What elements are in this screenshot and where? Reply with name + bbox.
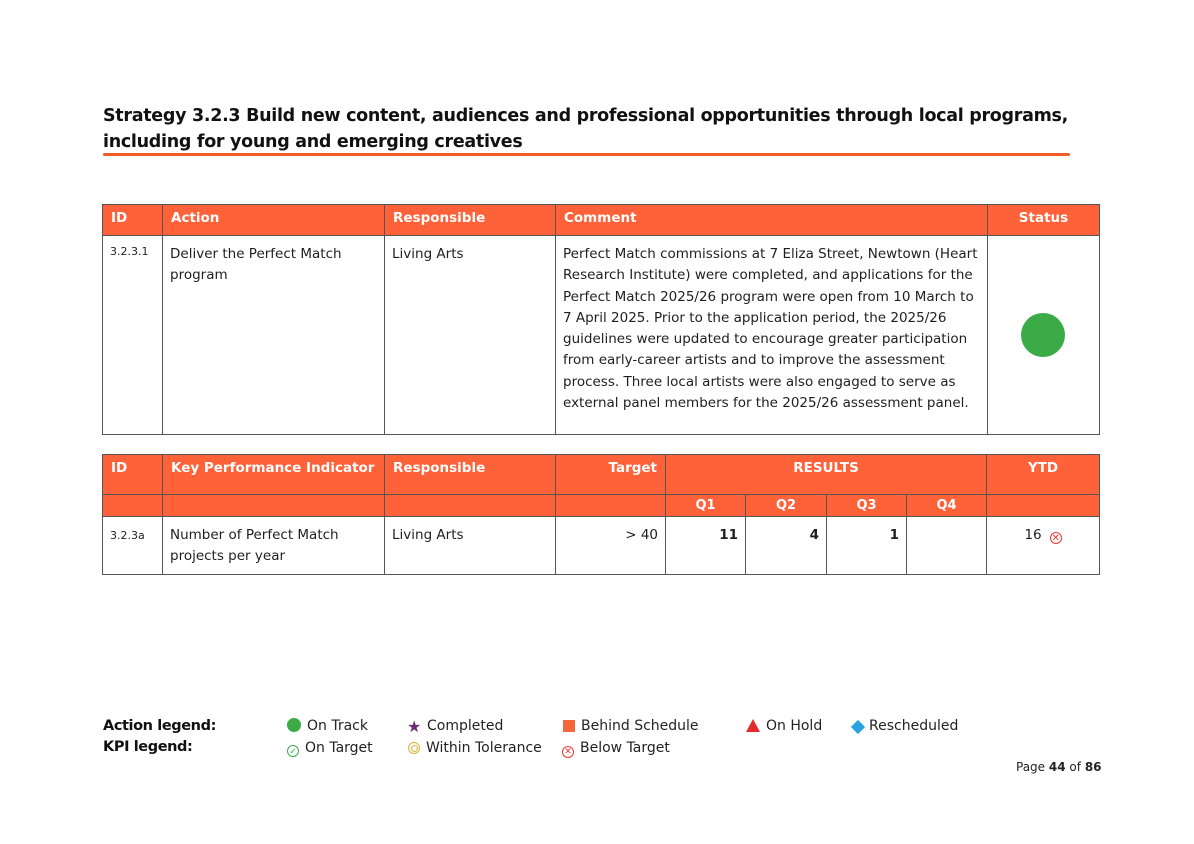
on-track-icon	[1021, 313, 1065, 357]
action-id: 3.2.3.1	[103, 236, 163, 435]
legend-behind-schedule	[563, 718, 699, 734]
legend-rescheduled-label: Rescheduled	[869, 718, 959, 734]
kpi-header-q2: Q2	[746, 495, 827, 517]
kpi-header-ytd: YTD	[987, 455, 1100, 495]
kpi-header-id: ID	[103, 455, 163, 495]
header-status: Status	[988, 205, 1100, 236]
legend-on-hold-label: On Hold	[766, 718, 823, 734]
kpi-q2-value: 4	[746, 517, 827, 575]
legend-on-hold	[746, 718, 822, 734]
legend-completed	[407, 718, 503, 734]
kpi-table	[102, 454, 1100, 575]
target-circle-icon	[408, 742, 420, 754]
kpi-subheader-blank	[385, 495, 556, 517]
kpi-header-q1: Q1	[666, 495, 746, 517]
kpi-name: Number of Perfect Match projects per year	[163, 517, 385, 575]
kpi-q3-value: 1	[827, 517, 907, 575]
title-underline	[103, 153, 1070, 156]
kpi-q4-value	[907, 517, 987, 575]
triangle-icon	[746, 719, 760, 732]
kpi-header-results: RESULTS	[666, 455, 987, 495]
legend-below-target	[562, 740, 670, 758]
action-comment: Perfect Match commissions at 7 Eliza Street, Newtown (Heart Research Institute) were completed, and applications for the Perfect Match 2025/26 program were open from 10 March to 7 April 2025. Prior to the application period, the 2025/26 guidelines were updated to encourage greater participation from early-career artists and to improve the assessment process. Three local artists were also engaged to serve as external panel members for the 2025/26 assessment panel.	[556, 236, 988, 435]
page-total: 86	[1084, 760, 1102, 774]
kpi-ytd-cell	[987, 517, 1100, 575]
legend-rescheduled	[851, 718, 958, 734]
check-circle-icon: ✓	[287, 745, 299, 757]
actions-table	[102, 204, 1100, 435]
header-action: Action	[163, 205, 385, 236]
kpi-target: > 40	[556, 517, 666, 575]
legend-below-target-label: Below Target	[580, 740, 670, 756]
action-status-cell	[988, 236, 1100, 435]
kpi-id: 3.2.3a	[103, 517, 163, 575]
table-row	[103, 517, 1100, 575]
below-target-icon: ✕	[1051, 533, 1060, 544]
strategy-title: Strategy 3.2.3 Build new content, audiences and professional opportunities through local programs, including for young and emerging creatives	[103, 106, 1068, 152]
diamond-icon	[851, 720, 865, 734]
actions-header-row	[103, 205, 1100, 236]
header-comment: Comment	[556, 205, 988, 236]
action-legend-label: Action legend:	[103, 718, 216, 734]
on-track-icon	[287, 718, 301, 732]
legend-on-track-label: On Track	[307, 718, 368, 734]
page-current: 44	[1048, 760, 1066, 774]
square-icon	[563, 720, 575, 732]
action-name: Deliver the Perfect Match program	[163, 236, 385, 435]
legend-on-track	[287, 718, 368, 734]
header-id: ID	[103, 205, 163, 236]
legend-within-tolerance	[408, 740, 542, 756]
legend-behind-schedule-label: Behind Schedule	[581, 718, 699, 734]
kpi-header-row	[103, 455, 1100, 495]
kpi-subheader-blank	[103, 495, 163, 517]
table-row	[103, 236, 1100, 435]
kpi-responsible: Living Arts	[385, 517, 556, 575]
kpi-ytd-value: 16	[1024, 527, 1042, 543]
page-number	[1016, 760, 1102, 774]
legend-within-tolerance-label: Within Tolerance	[426, 740, 542, 756]
kpi-header-q4: Q4	[907, 495, 987, 517]
kpi-header-q3: Q3	[827, 495, 907, 517]
page-prefix: Page	[1016, 760, 1046, 774]
legend-completed-label: Completed	[427, 718, 504, 734]
kpi-header-target: Target	[556, 455, 666, 495]
kpi-subheader-row	[103, 495, 1100, 517]
kpi-subheader-blank	[556, 495, 666, 517]
kpi-subheader-blank	[163, 495, 385, 517]
below-target-icon: ✕	[562, 746, 574, 758]
page-of: of	[1069, 760, 1081, 774]
action-responsible: Living Arts	[385, 236, 556, 435]
kpi-q1-value: 11	[666, 517, 746, 575]
legend-on-target-label: On Target	[305, 740, 373, 756]
kpi-header-responsible: Responsible	[385, 455, 556, 495]
kpi-subheader-blank	[987, 495, 1100, 517]
kpi-legend-label: KPI legend:	[103, 739, 193, 755]
header-responsible: Responsible	[385, 205, 556, 236]
kpi-header-indicator: Key Performance Indicator	[163, 455, 385, 495]
legend-on-target	[287, 740, 373, 757]
star-icon: ★	[407, 717, 422, 736]
